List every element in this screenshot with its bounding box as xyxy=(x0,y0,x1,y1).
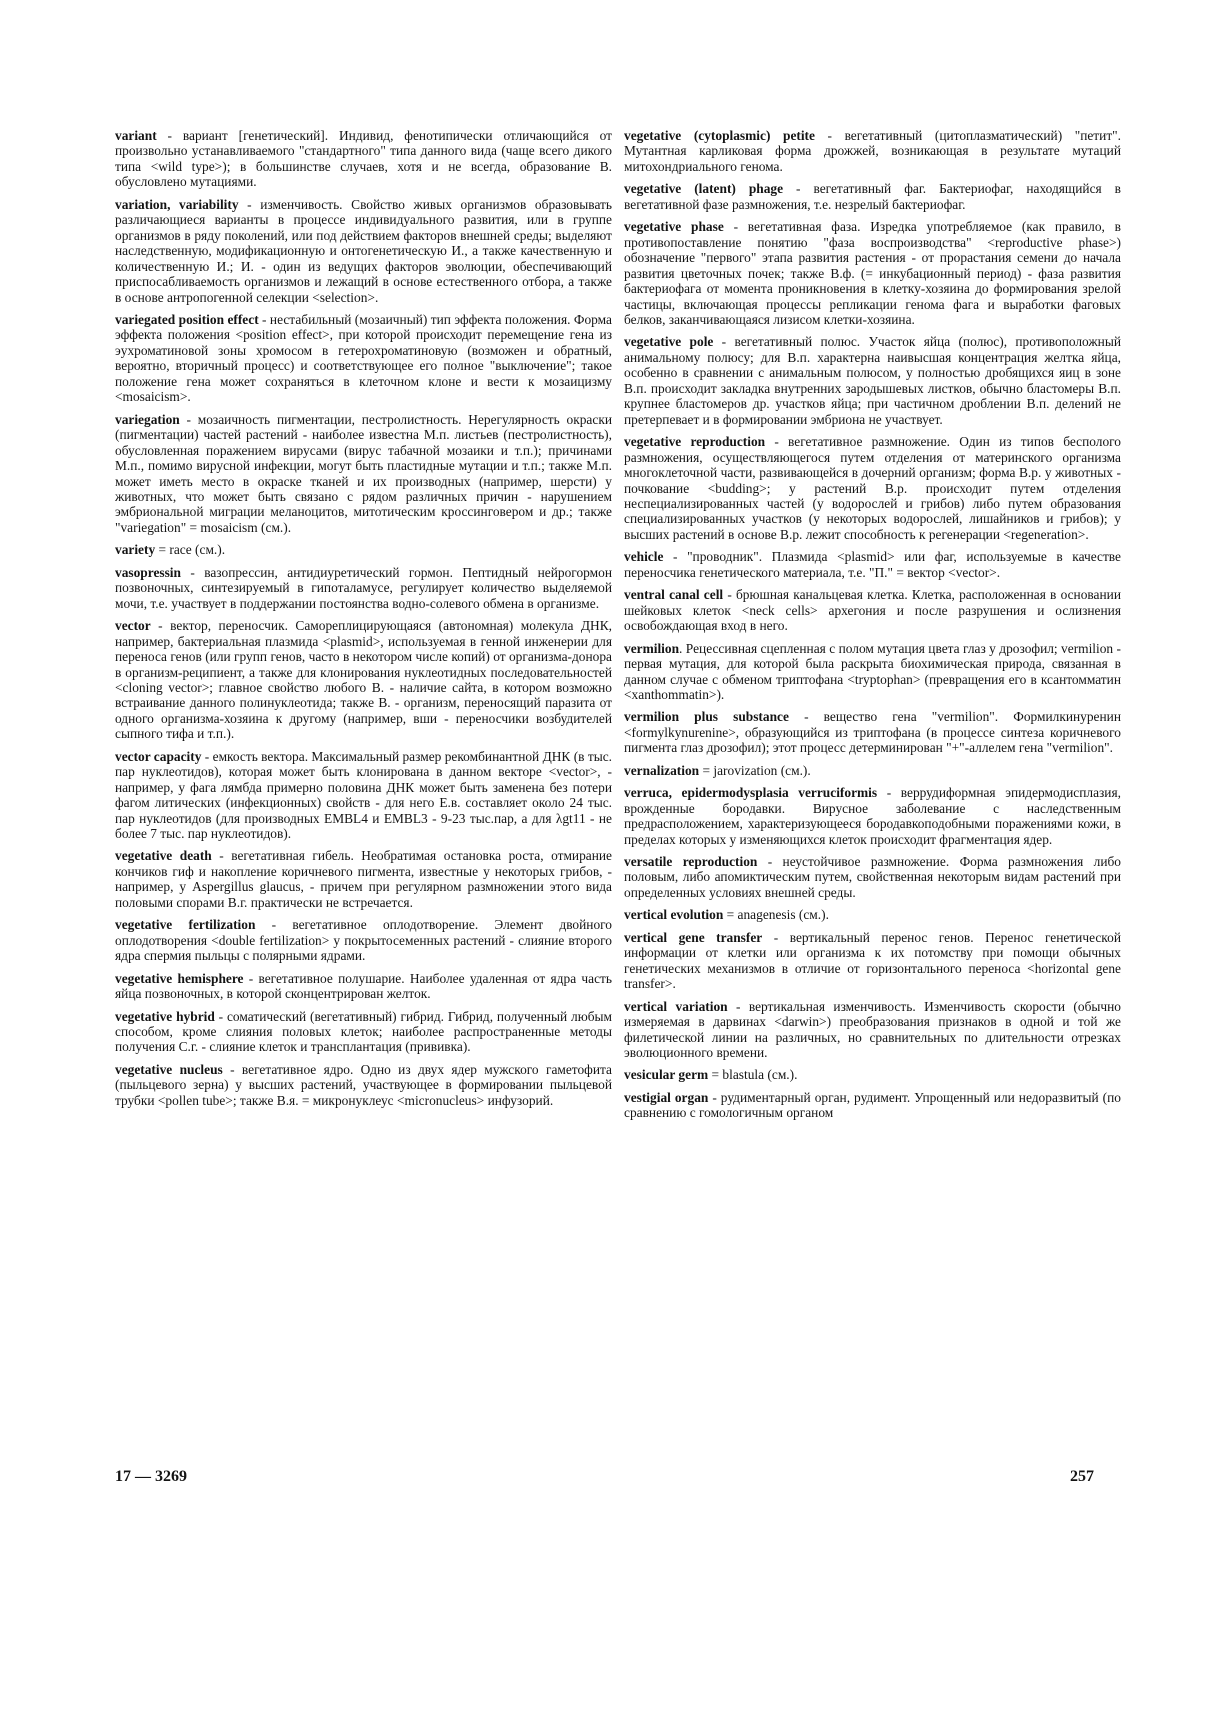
dictionary-entry xyxy=(115,197,612,305)
right-column xyxy=(624,128,1121,1128)
entry-term: vertical variation xyxy=(624,998,728,1014)
entry-definition: - вегетативное ядро. Одно из двух ядер мужского гаметофита (пыльцевого зерна) у высших растений, участвующее в формировании пыльцевой трубки <pollen tube>; также В.я. = микронуклеус <micronucleus> инфузорий. xyxy=(115,1061,612,1108)
dictionary-entry xyxy=(624,709,1121,755)
entry-definition: - вегетативное оплодотворение. Элемент двойного оплодотворения <double fertilization> у покрытосеменных растений - слияние второго ядра спермия пыльцы с полярными ядрами. xyxy=(115,917,612,964)
entry-definition: - брюшная канальцевая клетка. Клетка, расположенная в основании шейковых клеток <neck cells> архегония и после разрушения и ослизнения освобождающая вход в него. xyxy=(624,587,1121,634)
entry-term: vector xyxy=(115,618,151,634)
dictionary-entry xyxy=(624,181,1121,212)
entry-term: vegetative hybrid xyxy=(115,1008,215,1024)
entry-term: vegetative pole xyxy=(624,334,714,350)
dictionary-entry xyxy=(115,917,612,963)
entry-definition: - вещество гена "vermilion". Формилкинуренин <formylkynurenine>, образующийся из триптофана (в процессе синтеза коричневого пигмента глаз дрозофил); этот процесс детерминирован "+"-аллелем гена "vermilion". xyxy=(624,709,1121,756)
dictionary-entry xyxy=(115,312,612,405)
entry-term: vermilion xyxy=(624,640,680,656)
entry-definition: - вертикальная изменчивость. Изменчивость скорости (обычно измеряемая в дарвинах <darwin>) преобразования признаков в одной и той же филетической линии на различных, но сравнительных по длительности отрезках эволюционного времени. xyxy=(624,998,1121,1061)
entry-term: vermilion plus substance xyxy=(624,709,789,725)
entry-definition: - вегетативный полюс. Участок яйца (полюс), противоположный анимальному полюсу; для В.п. характерна наивысшая концентрация желтка яйца, особенно в сравнении с анимальным полюсом, у полностью дробящихся яиц в зоне В.п. происходит закладка внутренних зародышевых листков, обычно бластомеры В.п. крупнее бластомеров др. участков яйца; при частичном дроблении В.п. делений не претерпевает и в формировании эмбриона не участвует. xyxy=(624,334,1121,427)
dictionary-entry xyxy=(115,542,612,557)
entry-term: vegetative nucleus xyxy=(115,1061,223,1077)
dictionary-entry xyxy=(624,434,1121,542)
entry-term: variety xyxy=(115,542,156,558)
entry-term: verruca, epidermodysplasia verruciformis xyxy=(624,785,878,801)
entry-term: vegetative reproduction xyxy=(624,434,766,450)
entry-definition: - мозаичность пигментации, пестролистность. Нерегулярность окраски (пигментации) частей растений - наиболее известна М.п. листьев (пестролистность), обусловленная поражением вирусами (вирус табачной мозаики и т.п.); причинами М.п., помимо вирусной инфекции, могут быть пластидные мутации и т.п.; также М.п. может иметь место в окраске тканей и их производных (например, шерсти) у животных, что может быть связано с рядом различных причин - нарушением эмбриональной миграции меланоцитов, митотическим кроссинговером и др.; также "variegation" = mosaicism (см.). xyxy=(115,411,612,535)
entry-term: vegetative phase xyxy=(624,219,724,235)
dictionary-entry xyxy=(624,785,1121,847)
entry-definition: . Рецессивная сцепленная с полом мутация цвета глаз у дрозофил; vermilion - первая мутация, для которой была раскрыта биохимическая природа, связанная в данном случае с обменом триптофана <tryptophan> (превращения его в ксантомматин <xanthommatin>). xyxy=(624,640,1121,702)
dictionary-entry xyxy=(624,641,1121,703)
entry-term: variegation xyxy=(115,411,180,427)
dictionary-entry xyxy=(624,763,1121,778)
entry-definition: - изменчивость. Свойство живых организмов образовывать различающиеся варианты в процессе индивидуального развития, или в группе организмов в ряду поколений, или под действием факторов внешней среды; выделяют наследственную, модификационную и онтогенетическую И., а также качественную и количественную И.; И. - один из ведущих факторов эволюции, обеспечивающий приспосабливаемость организмов и лежащий в основе естественного отбора, а также в основе антропогенной селекции <selection>. xyxy=(115,196,613,305)
dictionary-entry xyxy=(115,565,612,611)
entry-term: vegetative (cytoplasmic) petite xyxy=(624,128,815,143)
entry-definition: - вектор, переносчик. Самореплицирующаяся (автономная) молекула ДНК, например, бактериальная плазмида <plasmid>, используемая в генной инженерии для переноса генов (или групп генов, часто в некотором числе копий) от организма-донора в организм-реципиент, а также для клонирования нуклеотидных последовательностей <cloning vector>; главное свойство любого В. - наличие сайта, в котором возможно встраивание данного полинуклеотида; также В. - организм, переносящий паразита от одного организма-хозяина к другому (например, вши - переносчики возбудителей сыпного тифа и т.п.). xyxy=(115,618,612,742)
entry-definition: - вегетативная фаза. Изредка употребляемое (как правило, в противопоставление понятию "фаза воспроизводства" <reproductive phase>) обозначение "первого" этапа развития растения - от прорастания семени до начала развития цветочных почек; также В.ф. (= инкубационный период) - фаза развития бактериофага от момента проникновения в клетку-хозяина до формирования зрелой частицы, включающая процессы репликации генома фага и выработки фаговых белков, заканчивающаяся лизисом клетки-хозяина. xyxy=(624,219,1121,327)
entry-definition: - рудиментарный орган, рудимент. Упрощенный или недоразвитый (по сравнению с гомологичным органом xyxy=(624,1089,1122,1121)
dictionary-entry xyxy=(624,334,1121,427)
dictionary-entry xyxy=(115,749,612,842)
entry-definition: - "проводник". Плазмида <plasmid> или фаг, используемые в качестве переносчика генетического материала, т.е. "П." = вектор <vector>. xyxy=(624,549,1121,580)
entry-definition: - неустойчивое размножение. Форма размножения либо половым, либо апомиктическим путем, свойственная некоторым видам растений при определенных условиях внешней среды. xyxy=(624,854,1122,900)
entry-term: variegated position effect xyxy=(115,311,259,327)
dictionary-entry xyxy=(624,930,1121,992)
entry-definition: = jarovization (см.). xyxy=(699,762,811,778)
entry-term: vertical evolution xyxy=(624,907,724,923)
entry-term: vehicle xyxy=(624,549,664,565)
entry-definition: - вегетативная гибель. Необратимая остановка роста, отмирание кончиков гиф и накопление коричневого пигмента, известные у некоторых грибов, - например, у Aspergillus glaucus, - причем при регулярном размножении этого вида половыми спорами В.г. практически не встречается. xyxy=(115,848,612,910)
left-column xyxy=(115,128,612,1115)
dictionary-entry xyxy=(115,848,612,910)
entry-term: variant xyxy=(115,128,157,143)
entry-definition: - вазопрессин, антидиуретический гормон. Пептидный нейрогормон позвоночных, синтезируемый в гипоталамусе, регулирует количество выделяемой мочи, т.е. участвует в поддержании постоянства водно-солевого обмена в организме. xyxy=(115,564,612,611)
dictionary-entry xyxy=(624,1090,1121,1121)
entry-term: vasopressin xyxy=(115,564,181,580)
dictionary-entry xyxy=(624,587,1121,633)
entry-definition: - емкость вектора. Максимальный размер рекомбинантной ДНК (в тыс. пар нуклеотидов), которая может быть клонирована в данном векторе <vector>, - например, у фага лямбда примерно половина ДНК может быть заменена без потери фагом литических (инфекционных) свойств - для него Е.в. составляет около 24 тыс. пар нуклеотидов (для производных EMBL4 и EMBL3 - 9-23 тыс.пар, а для λgt11 - не более 7 тыс. пар нуклеотидов). xyxy=(115,748,612,842)
entry-term: ventral canal cell xyxy=(624,587,724,603)
entry-definition: = blastula (см.). xyxy=(708,1067,798,1083)
dictionary-entry xyxy=(624,128,1121,174)
dictionary-entry xyxy=(624,1067,1121,1082)
print-signature: 17 — 3269 xyxy=(115,1468,187,1485)
entry-definition: - вертикальный перенос генов. Перенос генетической информации от клетки или организма к их потомству при помощи обычных генетических механизмов в отличие от горизонтального переноса <horizontal gene transfer>. xyxy=(624,929,1121,992)
entry-term: vertical gene transfer xyxy=(624,929,763,945)
dictionary-entry xyxy=(624,999,1121,1061)
dictionary-entry xyxy=(115,1062,612,1108)
entry-definition: - вегетативное размножение. Один из типов бесполого размножения, осуществляющегося путем отделения от материнского организма многоклеточной части, развивающейся в дочерний организм; форма В.р. у животных - почкование <budding>; у растений В.р. происходит путем отделения неспециализированных частей (у водорослей и грибов) либо путем образования специализированных участков (у некоторых водорослей, лишайников и грибов); у высших растений в основе В.р. лежит способность к регенерации <regeneration>. xyxy=(624,434,1122,542)
dictionary-entry xyxy=(624,219,1121,327)
dictionary-entry xyxy=(624,854,1121,900)
entry-definition: - нестабильный (мозаичный) тип эффекта положения. Форма эффекта положения <position effect>, при которой происходит перемещение гена из эухроматиновой зоны хромосом в гетерохроматиновую (возможен и обратный, вероятно, вторичный процесс) и соответствующее его полное "выключение"; такое положение гена может сохраняться в клеточном клоне и вести к мозаицизму <mosaicism>. xyxy=(115,311,612,405)
entry-definition: - вегетативное полушарие. Наиболее удаленная от ядра часть яйца позвоночных, в которой сконцентрирован желток. xyxy=(115,970,612,1002)
entry-term: vegetative hemisphere xyxy=(115,970,244,986)
page-number: 257 xyxy=(1070,1468,1094,1485)
entry-definition: - вариант [генетический]. Индивид, фенотипически отличающийся от произвольно устанавливаемого "стандартного" типа данного вида (чаще всего дикого типа <wild type>); в большинстве случаев, хотя и не всегда, образование В. обусловлено мутациями. xyxy=(115,128,612,190)
entry-definition: - соматический (вегетативный) гибрид. Гибрид, полученный любым способом, кроме слияния половых клеток; наиболее распространенные методы получения С.г. - слияние клеток и трансплантация (прививка). xyxy=(115,1008,612,1055)
entry-term: vegetative death xyxy=(115,848,212,864)
entry-term: vestigial organ xyxy=(624,1089,709,1105)
dictionary-entry xyxy=(115,971,612,1002)
entry-definition: - вегетативный (цитоплазматический) "петит". Мутантная карликовая форма дрожжей, возникающая в результате мутаций митохондриального генома. xyxy=(624,128,1121,174)
entry-term: vector capacity xyxy=(115,748,202,764)
entry-definition: - вегетативный фаг. Бактериофаг, находящийся в вегетативной фазе размножения, т.е. незрелый бактериофаг. xyxy=(624,181,1121,212)
dictionary-entry xyxy=(624,907,1121,922)
dictionary-entry xyxy=(115,412,612,536)
dictionary-entry xyxy=(115,128,612,190)
entry-term: vesicular germ xyxy=(624,1067,709,1083)
entry-term: vegetative (latent) phage xyxy=(624,181,784,197)
entry-term: vegetative fertilization xyxy=(115,917,256,933)
entry-term: vernalization xyxy=(624,762,700,778)
dictionary-entry xyxy=(115,1009,612,1055)
dictionary-entry xyxy=(115,618,612,742)
entry-term: versatile reproduction xyxy=(624,854,758,870)
entry-term: variation, variability xyxy=(115,196,239,212)
dictionary-entry xyxy=(624,549,1121,580)
entry-definition: = race (см.). xyxy=(155,542,226,558)
entry-definition: - веррудиформная эпидермодисплазия, врожденные бородавки. Вирусное заболевание с наследственным предрасположением, характеризующееся бородавкоподобными поражениями кожи, в пределах которых у изменяющихся клеток происходит фрагментация ядер. xyxy=(624,785,1121,847)
entry-definition: = anagenesis (см.). xyxy=(723,907,829,923)
